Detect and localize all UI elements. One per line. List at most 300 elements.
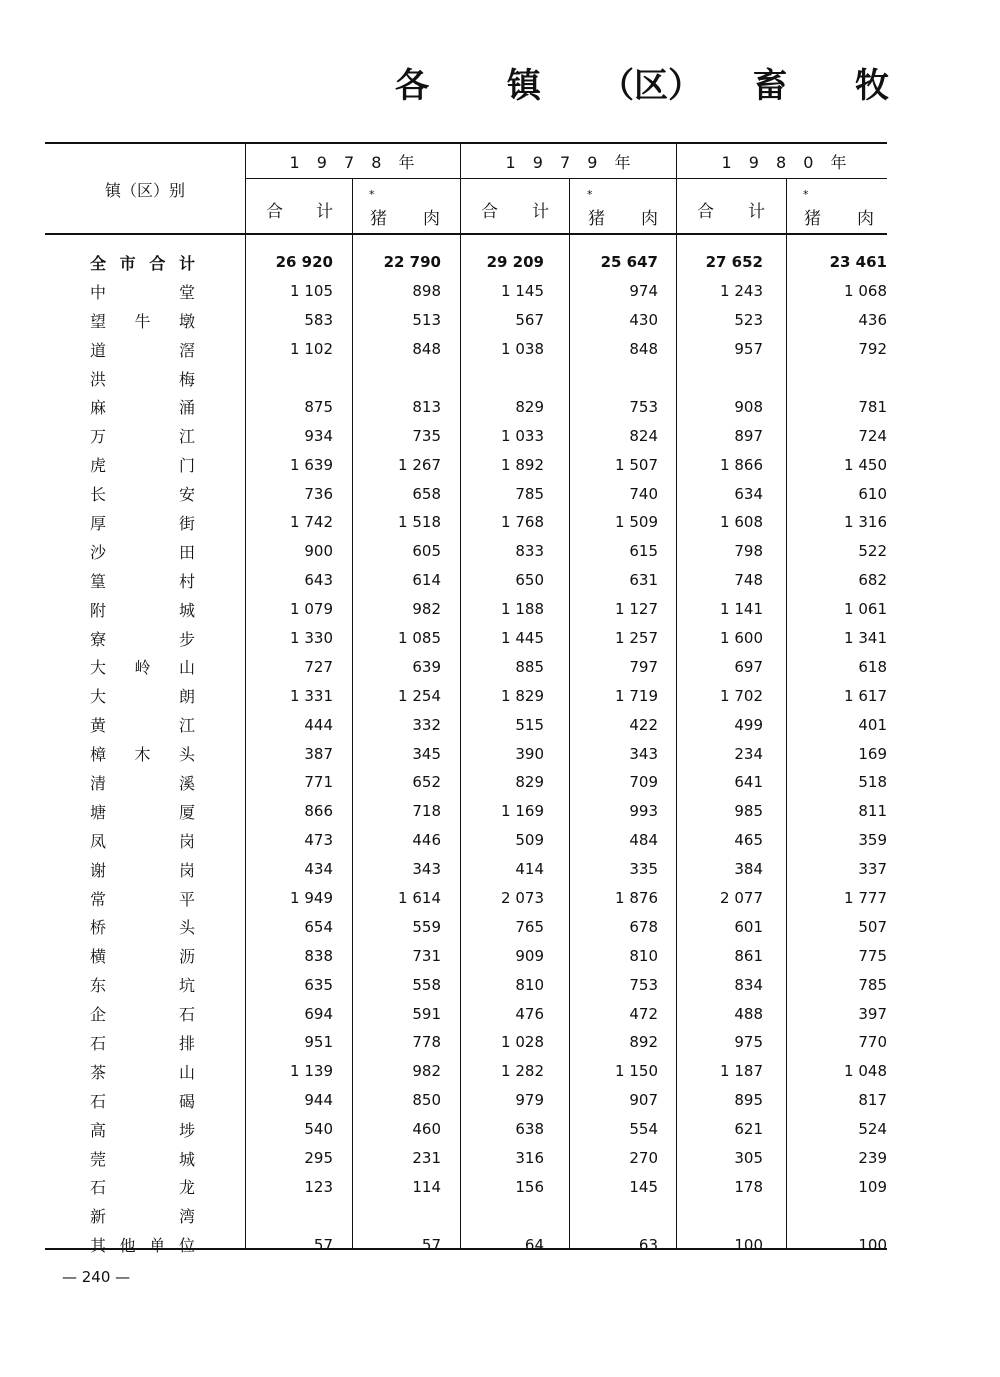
town-name-char: 新 <box>90 1207 107 1227</box>
value-cell: 1 876 <box>615 889 658 908</box>
value-cell: 559 <box>412 917 441 936</box>
value-cell: 748 <box>734 571 763 590</box>
town-name <box>90 627 195 650</box>
value-cell: 718 <box>412 802 441 821</box>
value-cell: 1 445 <box>501 629 544 648</box>
town-name-char: 堂 <box>178 282 195 302</box>
table-row <box>45 970 887 999</box>
value-cell: 1 331 <box>290 686 333 705</box>
value-cell: 934 <box>304 426 333 445</box>
table-row <box>45 797 887 826</box>
value-cell <box>658 364 763 393</box>
value-cell: 614 <box>412 571 441 590</box>
town-name-char: 朗 <box>178 687 195 707</box>
value-cell: 697 <box>734 657 763 676</box>
value-cell: 635 <box>304 975 333 994</box>
table-row <box>45 421 887 450</box>
town-name-char: 长 <box>90 485 107 505</box>
town-name-cell <box>45 912 245 941</box>
value-cell <box>763 364 887 393</box>
value-cell: 848 <box>412 340 441 359</box>
value-cell: 337 <box>858 860 887 879</box>
town-name-cell <box>45 508 245 537</box>
value-cell: 270 <box>629 1149 658 1168</box>
town-name-cell <box>45 566 245 595</box>
town-name-char: 附 <box>90 600 107 620</box>
value-cell: 792 <box>858 340 887 359</box>
value-cell: 810 <box>515 975 544 994</box>
table-row <box>45 652 887 681</box>
town-name-cell <box>45 941 245 970</box>
table-row <box>45 595 887 624</box>
town-name-char: 望 <box>90 311 107 331</box>
value-cell: 591 <box>412 1004 441 1023</box>
town-name-char: 城 <box>178 1149 195 1169</box>
town-name-char: 寮 <box>90 629 107 649</box>
value-cell: 1 866 <box>720 455 763 474</box>
value-cell: 384 <box>734 860 763 879</box>
value-cell: 513 <box>412 311 441 330</box>
town-name-cell <box>45 768 245 797</box>
value-cell: 1 341 <box>844 629 887 648</box>
town-name-char: 茶 <box>90 1062 107 1082</box>
value-cell: 724 <box>858 426 887 445</box>
town-name-cell <box>45 826 245 855</box>
value-cell: 979 <box>515 1091 544 1110</box>
value-cell: 446 <box>412 831 441 850</box>
town-name <box>90 858 195 881</box>
value-cell: 1 033 <box>501 426 544 445</box>
value-cell: 156 <box>515 1177 544 1196</box>
value-cell: 817 <box>858 1091 887 1110</box>
table-row <box>45 999 887 1028</box>
value-cell: 652 <box>412 773 441 792</box>
town-name-cell <box>45 884 245 913</box>
value-cell: 178 <box>734 1177 763 1196</box>
town-name <box>90 1060 195 1083</box>
town-name-cell <box>45 1201 245 1230</box>
town-name-char: 平 <box>178 889 195 909</box>
value-cell: 499 <box>734 715 763 734</box>
town-name-cell <box>45 392 245 421</box>
value-cell: 444 <box>304 715 333 734</box>
value-cell: 797 <box>629 657 658 676</box>
row-label-header: 镇（区）别 <box>104 181 185 200</box>
page-number: — 240 — <box>62 1268 131 1286</box>
town-name-char: 谢 <box>90 860 107 880</box>
town-name-char: 全 <box>90 253 107 273</box>
value-cell: 332 <box>412 715 441 734</box>
table-row <box>45 1173 887 1202</box>
value-cell: 785 <box>515 484 544 503</box>
value-cell: 100 <box>858 1235 887 1254</box>
town-name-char: 墩 <box>178 311 195 331</box>
town-name-char: 樟 <box>90 745 107 765</box>
town-name-char: 高 <box>90 1120 107 1140</box>
value-cell: 1 145 <box>501 282 544 301</box>
value-cell: 1 518 <box>398 513 441 532</box>
value-cell: 1 450 <box>844 455 887 474</box>
value-cell: 100 <box>734 1235 763 1254</box>
town-name-char: 村 <box>178 571 195 591</box>
value-cell: 615 <box>629 542 658 561</box>
subheader-total: 合 <box>266 202 283 222</box>
value-cell: 518 <box>858 773 887 792</box>
town-name-char: 溪 <box>178 773 195 793</box>
town-name-char: 凤 <box>90 831 107 851</box>
town-name-cell <box>45 797 245 826</box>
table-row <box>45 826 887 855</box>
town-name <box>90 829 195 852</box>
town-name-char: 岗 <box>178 860 195 880</box>
value-cell: 1 150 <box>615 1062 658 1081</box>
town-name-cell <box>45 1086 245 1115</box>
value-cell: 895 <box>734 1091 763 1110</box>
town-name-cell <box>45 479 245 508</box>
value-cell: 1 139 <box>290 1062 333 1081</box>
town-name-char: 排 <box>178 1033 195 1053</box>
town-name-char: 牛 <box>134 311 151 331</box>
town-name <box>90 367 195 390</box>
subheader-pork: 猪 <box>588 209 605 229</box>
value-cell: 1 777 <box>844 889 887 908</box>
year-rule <box>245 178 887 179</box>
town-name-char: 大 <box>90 658 107 678</box>
value-cell: 583 <box>304 311 333 330</box>
value-cell: 567 <box>515 311 544 330</box>
town-name-char: 莞 <box>90 1149 107 1169</box>
town-name <box>90 1031 195 1054</box>
town-name-char: 市 <box>119 253 136 273</box>
value-cell: 974 <box>629 282 658 301</box>
town-name-cell <box>45 1028 245 1057</box>
town-name-char: 其 <box>90 1236 107 1256</box>
asterisk-mark: * <box>587 188 593 201</box>
town-name-char: 企 <box>90 1005 107 1025</box>
value-cell: 524 <box>858 1120 887 1139</box>
value-cell: 1 048 <box>844 1062 887 1081</box>
value-cell: 834 <box>734 975 763 994</box>
value-cell: 169 <box>858 744 887 763</box>
table-row <box>45 912 887 941</box>
value-cell: 1 028 <box>501 1033 544 1052</box>
town-name-char: 虎 <box>90 456 107 476</box>
table-row <box>45 566 887 595</box>
value-cell <box>333 364 441 393</box>
title-char: 镇 <box>507 66 541 106</box>
value-cell: 829 <box>515 397 544 416</box>
subheader-total: 计 <box>316 202 333 222</box>
value-cell: 731 <box>412 946 441 965</box>
value-cell <box>544 364 658 393</box>
value-cell: 1 608 <box>720 513 763 532</box>
town-name-cell <box>45 1144 245 1173</box>
value-cell: 908 <box>734 397 763 416</box>
value-cell: 114 <box>412 1177 441 1196</box>
value-cell: 650 <box>515 571 544 590</box>
value-cell: 515 <box>515 715 544 734</box>
value-cell: 694 <box>304 1004 333 1023</box>
value-cell: 982 <box>412 600 441 619</box>
town-name-char: 厦 <box>178 802 195 822</box>
town-name-char: 厚 <box>90 513 107 533</box>
value-cell: 1 079 <box>290 600 333 619</box>
value-cell: 678 <box>629 917 658 936</box>
town-name-cell <box>45 710 245 739</box>
value-cell: 1 768 <box>501 513 544 532</box>
value-cell: 1 702 <box>720 686 763 705</box>
subheader-pork: 肉 <box>857 209 874 229</box>
value-cell: 57 <box>421 1235 441 1254</box>
town-name <box>90 944 195 967</box>
value-cell: 639 <box>412 657 441 676</box>
value-cell: 848 <box>629 340 658 359</box>
table-row <box>45 768 887 797</box>
value-cell: 234 <box>734 744 763 763</box>
town-name-char: 岭 <box>134 658 151 678</box>
town-name-cell <box>45 248 245 277</box>
town-name-char: 田 <box>178 542 195 562</box>
value-cell: 2 077 <box>720 889 763 908</box>
value-cell: 64 <box>524 1235 544 1254</box>
town-name <box>90 395 195 418</box>
value-cell: 985 <box>734 802 763 821</box>
town-name-cell <box>45 450 245 479</box>
title-char: 各 <box>395 66 429 106</box>
value-cell: 765 <box>515 917 544 936</box>
value-cell: 27 652 <box>705 253 763 272</box>
value-cell: 951 <box>304 1033 333 1052</box>
value-cell: 558 <box>412 975 441 994</box>
town-name-char: 他 <box>119 1236 136 1256</box>
town-name <box>90 1118 195 1141</box>
value-cell: 775 <box>858 946 887 965</box>
table-row <box>45 306 887 335</box>
town-name-char: 单 <box>149 1236 166 1256</box>
value-cell: 335 <box>629 860 658 879</box>
table-row <box>45 277 887 306</box>
town-name-char: 头 <box>178 745 195 765</box>
table-row <box>45 248 887 277</box>
value-cell: 1 949 <box>290 889 333 908</box>
town-name-char: 万 <box>90 427 107 447</box>
value-cell: 736 <box>304 484 333 503</box>
town-name <box>90 1147 195 1170</box>
town-name-char: 麻 <box>90 398 107 418</box>
value-cell <box>333 1201 441 1230</box>
value-cell: 145 <box>629 1177 658 1196</box>
value-cell: 898 <box>412 282 441 301</box>
town-name-cell <box>45 537 245 566</box>
town-name <box>90 1089 195 1112</box>
town-name-char: 塘 <box>90 802 107 822</box>
value-cell <box>245 1201 333 1230</box>
value-cell: 735 <box>412 426 441 445</box>
value-cell <box>763 1201 887 1230</box>
title-char: （区） <box>600 66 702 106</box>
town-name <box>90 742 195 765</box>
subheader-total: 计 <box>532 202 549 222</box>
header-rule <box>45 233 887 235</box>
value-cell: 343 <box>412 860 441 879</box>
value-cell: 944 <box>304 1091 333 1110</box>
town-name <box>90 280 195 303</box>
value-cell: 634 <box>734 484 763 503</box>
value-cell: 709 <box>629 773 658 792</box>
town-name <box>90 540 195 563</box>
town-name-cell <box>45 652 245 681</box>
value-cell: 397 <box>858 1004 887 1023</box>
town-name-char: 湾 <box>178 1207 195 1227</box>
value-cell: 63 <box>638 1235 658 1254</box>
value-cell: 982 <box>412 1062 441 1081</box>
value-cell: 975 <box>734 1033 763 1052</box>
title-char: 畜 <box>753 66 787 106</box>
table-row <box>45 624 887 653</box>
value-cell: 1 617 <box>844 686 887 705</box>
value-cell: 1 614 <box>398 889 441 908</box>
value-cell <box>658 1201 763 1230</box>
value-cell: 422 <box>629 715 658 734</box>
value-cell: 343 <box>629 744 658 763</box>
value-cell: 523 <box>734 311 763 330</box>
value-cell: 638 <box>515 1120 544 1139</box>
value-cell: 1 892 <box>501 455 544 474</box>
value-cell: 824 <box>629 426 658 445</box>
value-cell: 109 <box>858 1177 887 1196</box>
town-name-char: 篁 <box>90 571 107 591</box>
value-cell: 875 <box>304 397 333 416</box>
value-cell: 484 <box>629 831 658 850</box>
value-cell: 621 <box>734 1120 763 1139</box>
town-name-cell <box>45 306 245 335</box>
town-name-char: 城 <box>178 600 195 620</box>
town-name <box>90 251 195 274</box>
value-cell <box>245 364 333 393</box>
value-cell: 753 <box>629 397 658 416</box>
value-cell: 488 <box>734 1004 763 1023</box>
town-name-char: 石 <box>90 1091 107 1111</box>
town-name <box>90 1204 195 1227</box>
town-name-cell <box>45 1057 245 1086</box>
town-name-char: 步 <box>178 629 195 649</box>
town-name <box>90 482 195 505</box>
table-row <box>45 855 887 884</box>
value-cell: 610 <box>858 484 887 503</box>
town-name-cell <box>45 364 245 393</box>
value-cell: 1 102 <box>290 340 333 359</box>
town-name-char: 常 <box>90 889 107 909</box>
value-cell: 1 127 <box>615 600 658 619</box>
value-cell: 1 257 <box>615 629 658 648</box>
value-cell: 295 <box>304 1149 333 1168</box>
value-cell: 1 829 <box>501 686 544 705</box>
value-cell: 231 <box>412 1149 441 1168</box>
town-name-char: 坑 <box>178 976 195 996</box>
town-name-char: 石 <box>90 1033 107 1053</box>
value-cell: 885 <box>515 657 544 676</box>
value-cell: 522 <box>858 542 887 561</box>
value-cell: 892 <box>629 1033 658 1052</box>
town-name-char: 位 <box>178 1236 195 1256</box>
table-row <box>45 710 887 739</box>
town-name-cell <box>45 1230 245 1259</box>
town-name <box>90 973 195 996</box>
town-name-char: 中 <box>90 282 107 302</box>
table-row <box>45 537 887 566</box>
table-row <box>45 681 887 710</box>
town-name <box>90 1002 195 1025</box>
town-name-char: 街 <box>178 513 195 533</box>
town-name-char: 大 <box>90 687 107 707</box>
table-row <box>45 884 887 913</box>
value-cell: 1 038 <box>501 340 544 359</box>
table-row <box>45 392 887 421</box>
value-cell: 1 639 <box>290 455 333 474</box>
value-cell: 900 <box>304 542 333 561</box>
value-cell: 829 <box>515 773 544 792</box>
town-name-char: 沥 <box>178 947 195 967</box>
value-cell: 239 <box>858 1149 887 1168</box>
town-name <box>90 598 195 621</box>
town-name-char: 滘 <box>178 340 195 360</box>
town-name <box>90 1233 195 1256</box>
value-cell: 1 254 <box>398 686 441 705</box>
value-cell: 618 <box>858 657 887 676</box>
town-name-char: 山 <box>178 658 195 678</box>
value-cell: 26 920 <box>275 253 333 272</box>
value-cell: 643 <box>304 571 333 590</box>
value-cell: 861 <box>734 946 763 965</box>
town-name-cell <box>45 970 245 999</box>
town-name-cell <box>45 855 245 884</box>
value-cell: 993 <box>629 802 658 821</box>
value-cell: 781 <box>858 397 887 416</box>
table-row <box>45 739 887 768</box>
value-cell: 810 <box>629 946 658 965</box>
town-name-cell <box>45 681 245 710</box>
year-header-1979: 1 9 7 9 年 <box>505 153 637 172</box>
value-cell: 1 169 <box>501 802 544 821</box>
value-cell: 1 507 <box>615 455 658 474</box>
town-name-cell <box>45 1173 245 1202</box>
value-cell: 811 <box>858 802 887 821</box>
asterisk-mark: * <box>803 188 809 201</box>
town-name-char: 岗 <box>178 831 195 851</box>
value-cell: 778 <box>412 1033 441 1052</box>
table-row <box>45 479 887 508</box>
value-cell: 907 <box>629 1091 658 1110</box>
value-cell: 1 188 <box>501 600 544 619</box>
value-cell: 29 209 <box>486 253 544 272</box>
town-name <box>90 655 195 678</box>
town-name-cell <box>45 277 245 306</box>
town-name-char: 石 <box>178 1005 195 1025</box>
table-row <box>45 1144 887 1173</box>
value-cell: 771 <box>304 773 333 792</box>
table-row <box>45 1086 887 1115</box>
year-header-1980: 1 9 8 0 年 <box>721 153 853 172</box>
town-name-cell <box>45 624 245 653</box>
value-cell <box>544 1201 658 1230</box>
value-cell: 601 <box>734 917 763 936</box>
value-cell: 850 <box>412 1091 441 1110</box>
value-cell: 1 085 <box>398 629 441 648</box>
town-name-char: 合 <box>149 253 166 273</box>
table-row <box>45 941 887 970</box>
value-cell: 25 647 <box>600 253 658 272</box>
town-name-char: 江 <box>178 427 195 447</box>
